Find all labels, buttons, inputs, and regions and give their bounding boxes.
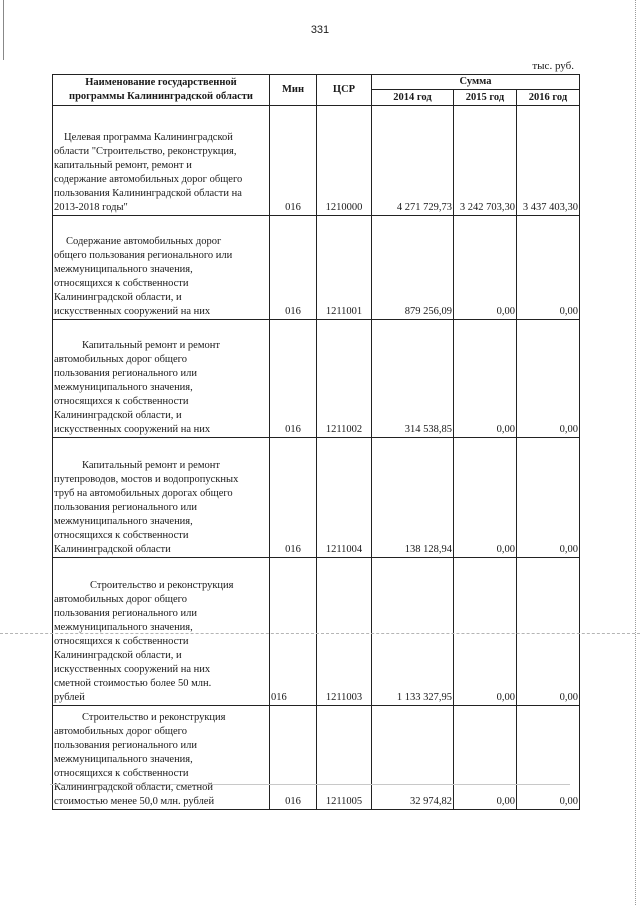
amount-2015-cell: 0,00 (454, 558, 517, 706)
units-label: тыс. руб. (532, 60, 574, 72)
program-name-line: Калининградской области, сметной (54, 782, 214, 793)
amount-2015-cell: 0,00 (454, 320, 517, 438)
program-name-line: искусственных сооружений на них (54, 664, 211, 675)
program-name-line: стоимостью менее 50,0 млн. рублей (54, 796, 215, 807)
program-name-line: 2013-2018 годы" (54, 202, 128, 213)
amount-2015-cell: 3 242 703,30 (454, 106, 517, 216)
program-name-cell (53, 106, 270, 216)
program-name-cell (53, 320, 270, 438)
header-2015: 2015 год (454, 90, 517, 106)
program-name-line: пользования регионального или (54, 740, 198, 751)
amount-2015-cell: 0,00 (454, 706, 517, 810)
program-name-line: Содержание автомобильных дорог (66, 236, 222, 247)
program-name-cell (53, 438, 270, 558)
program-name-line: труб на автомобильных дорогах общего (54, 488, 233, 499)
min-cell: 016 (270, 706, 317, 810)
program-name-line: относящихся к собственности (54, 278, 189, 289)
min-cell: 016 (270, 558, 317, 706)
min-cell: 016 (270, 438, 317, 558)
table-row (53, 106, 580, 216)
program-name-line: области "Строительство, реконструкция, (54, 146, 237, 157)
amount-2016-cell: 0,00 (517, 320, 580, 438)
amount-2016-cell: 3 437 403,30 (517, 106, 580, 216)
csr-cell: 1210000 (317, 106, 372, 216)
csr-cell: 1211004 (317, 438, 372, 558)
header-program-name: Наименование государственной программы Калининградской области (53, 75, 270, 106)
amount-2014-cell: 138 128,94 (372, 438, 454, 558)
program-name-line: искусственных сооружений на них (54, 306, 211, 317)
amount-2014-cell: 314 538,85 (372, 320, 454, 438)
csr-cell: 1211003 (317, 558, 372, 706)
amount-2014-cell: 32 974,82 (372, 706, 454, 810)
program-name-line: путепроводов, мостов и водопропускных (54, 474, 239, 485)
program-name-line: автомобильных дорог общего (54, 354, 187, 365)
csr-cell: 1211001 (317, 216, 372, 320)
program-name-cell (53, 558, 270, 706)
amount-2016-cell: 0,00 (517, 216, 580, 320)
program-name-line: Капитальный ремонт и ремонт (82, 460, 220, 471)
min-cell: 016 (270, 320, 317, 438)
budget-table (52, 74, 580, 810)
program-name-line: относящихся к собственности (54, 396, 189, 407)
program-name-line: Калининградской области (54, 544, 171, 555)
program-name-line: искусственных сооружений на них (54, 424, 211, 435)
amount-2015-cell: 0,00 (454, 438, 517, 558)
program-name-line: Капитальный ремонт и ремонт (82, 340, 220, 351)
amount-2015-cell: 0,00 (454, 216, 517, 320)
table-row (53, 320, 580, 438)
program-name-line: межмуниципального значения, (54, 264, 193, 275)
program-name-line: относящихся к собственности (54, 636, 189, 647)
program-name-line: Калининградской области, и (54, 650, 182, 661)
program-name-line: общего пользования регионального или (54, 250, 233, 261)
table-row (53, 216, 580, 320)
program-name-cell (53, 216, 270, 320)
program-name-line: Строительство и реконструкция (90, 580, 234, 591)
program-name-line: межмуниципального значения, (54, 754, 193, 765)
program-name-line: относящихся к собственности (54, 768, 189, 779)
program-name-line: межмуниципального значения, (54, 382, 193, 393)
program-name-line: сметной стоимостью более 50 млн. (54, 678, 212, 689)
amount-2016-cell: 0,00 (517, 438, 580, 558)
header-min: Мин (270, 75, 317, 106)
table-body (53, 106, 580, 810)
min-cell: 016 (270, 216, 317, 320)
page-number: 331 (310, 24, 330, 36)
program-name-line: пользования регионального или (54, 502, 198, 513)
csr-cell: 1211002 (317, 320, 372, 438)
amount-2014-cell: 879 256,09 (372, 216, 454, 320)
program-name-line: Целевая программа Калининградской (64, 132, 233, 143)
program-name-line: пользования регионального или (54, 368, 198, 379)
program-name-line: капитальный ремонт, ремонт и (54, 160, 192, 171)
amount-2016-cell: 0,00 (517, 558, 580, 706)
min-cell: 016 (270, 106, 317, 216)
program-name-line: Строительство и реконструкция (82, 712, 226, 723)
program-name-line: Калининградской области, и (54, 292, 182, 303)
program-name-line: относящихся к собственности (54, 530, 189, 541)
header-sum: Сумма (372, 75, 580, 90)
program-name-line: межмуниципального значения, (54, 516, 193, 527)
table-row (53, 558, 580, 706)
table-row (53, 706, 580, 810)
csr-cell: 1211005 (317, 706, 372, 810)
header-csr: ЦСР (317, 75, 372, 106)
program-name-line: содержание автомобильных дорог общего (54, 174, 243, 185)
table-row (53, 438, 580, 558)
amount-2016-cell: 0,00 (517, 706, 580, 810)
program-name-line: рублей (54, 692, 85, 703)
header-2016: 2016 год (517, 90, 580, 106)
program-name-line: пользования Калининградской области на (54, 188, 242, 199)
program-name-line: пользования регионального или (54, 608, 198, 619)
scan-right-edge (635, 0, 636, 905)
bottom-rule (50, 784, 570, 785)
program-name-cell (53, 706, 270, 810)
header-2014: 2014 год (372, 90, 454, 106)
program-name-line: автомобильных дорог общего (54, 594, 187, 605)
scan-fold-line (0, 633, 640, 634)
amount-2014-cell: 4 271 729,73 (372, 106, 454, 216)
amount-2014-cell: 1 133 327,95 (372, 558, 454, 706)
program-name-line: Калининградской области, и (54, 410, 182, 421)
program-name-line: автомобильных дорог общего (54, 726, 187, 737)
program-name-line: межмуниципального значения, (54, 622, 193, 633)
